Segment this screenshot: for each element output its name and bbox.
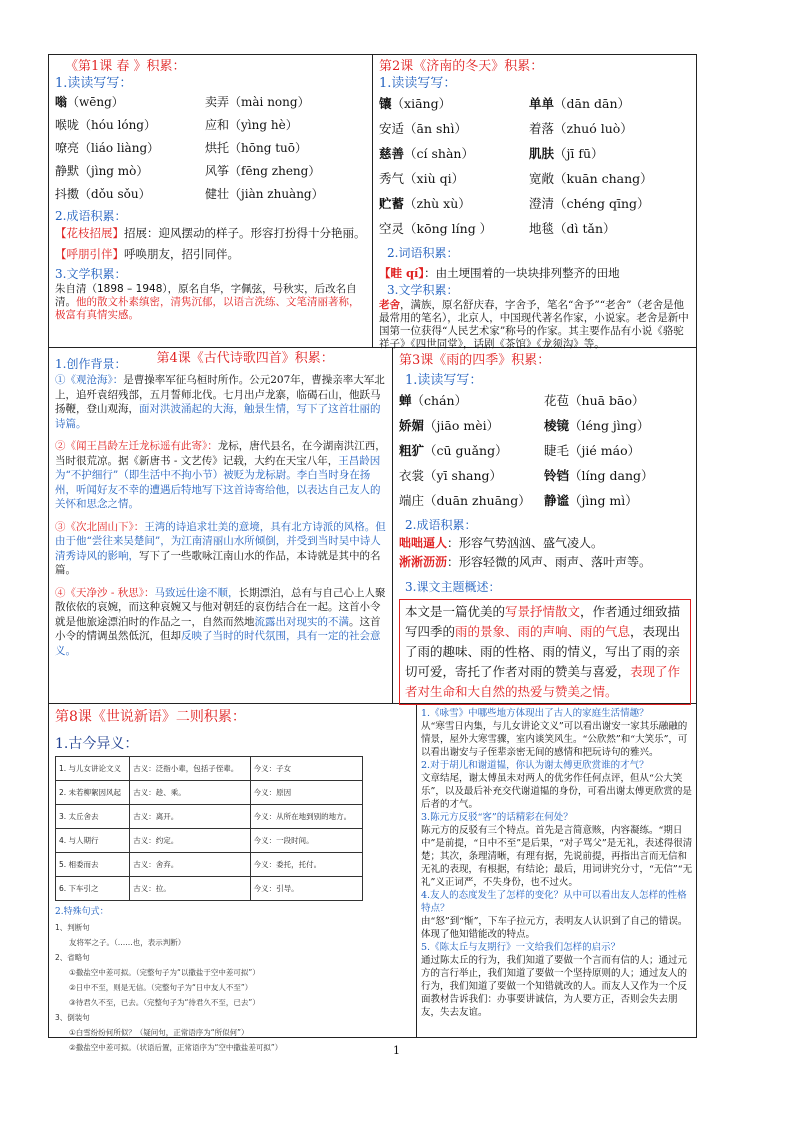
lesson1-idiom-2: 【呼朋引伴】呼唤朋友，招引同伴。 bbox=[55, 247, 239, 261]
lesson1-title: 《第1课 春 》积累： bbox=[65, 59, 186, 74]
list-item: ③待君久不至，已去。（完整句子为“待君久不至，已去”） bbox=[69, 998, 260, 1007]
answer-2: 文章结尾，谢太傅虽未对两人的优劣作任何点评，但从“公大笑乐”，以及最后补充交代谢道韫的身份，可看出谢太傅更欣赏的是后者的才气。 bbox=[421, 773, 692, 810]
table-row: 6. 下车引之 古义：拉。 今义：引导。 bbox=[56, 877, 363, 901]
lesson2-vocab-item: 【畦 qí】：由土埂围着的一块块排列整齐的田地 bbox=[379, 266, 620, 280]
word-item: 粗犷（cū guǎng） bbox=[399, 443, 508, 458]
lesson8-cell bbox=[55, 707, 413, 1052]
answer-1: 从“寒雪日内集，与儿女讲论文义”可以看出谢安一家其乐融融的情景，屋外大寒雪骤，室内谈笑风生。“公欣然”和“大笑乐”，可以看出谢安与子侄辈亲密无间的感情和把玩诗句的雅兴。 bbox=[421, 721, 688, 758]
word-item: 肌肤（jī fū） bbox=[529, 146, 604, 161]
lesson3-idiom-heading: 2.成语积累： bbox=[405, 518, 477, 532]
lesson4-poem-2: ②《闻王昌龄左迁龙标遥有此寄》：龙标，唐代县名，在今湖南洪江西，当时很荒凉。据《新唐书 - 文艺传》记载，大约在天宝八年，王昌龄因为“不护细行”（即生活中不拘小节）被贬为龙标尉。李白当时身在扬州，听闻好友不幸的遭遇后特地写下这首诗寄给他，以表达自己友人的关怀和思念之情。 bbox=[55, 440, 386, 510]
lesson2-vocab-heading: 2.词语积累： bbox=[387, 246, 459, 260]
qa-list bbox=[421, 707, 693, 1019]
lesson8-ancient-modern-table bbox=[55, 756, 363, 901]
word-item: 烘托（hōng tuō） bbox=[205, 141, 307, 155]
word-item: 秀气（xiù qi） bbox=[379, 171, 465, 186]
word-item: 健壮（jiàn zhuàng） bbox=[205, 187, 324, 201]
word-item: 娇媚（jiāo mèi） bbox=[399, 418, 500, 433]
lesson1-idiom-heading: 2.成语积累： bbox=[55, 209, 127, 223]
answer-5: 通过陈太丘的行为，我们知道了要做一个言而有信的人；通过元方的言行举止，我们知道了要做一个坚持原则的人；通过友人的行为，我们知道了要做一个知错就改的人。而友人又作为一个反面教材告诉我们：办事要讲诚信，为人要方正，否则会失去朋友，失去友谊。 bbox=[421, 955, 688, 1018]
lesson4-poem-1: ①《观沧海》：是曹操率军征乌桓时所作。公元207年，曹操亲率大军北上，追歼袁绍残部，五月誓师北伐。七月出卢龙寨，临碣石山，他跃马扬鞭，登山观海，面对洪波涌起的大海，触景生情，写下了这首壮丽的诗篇。 bbox=[55, 374, 385, 430]
word-item: 端庄（duān zhuāng） bbox=[399, 493, 531, 508]
word-item: 地毯（dì tǎn） bbox=[529, 221, 616, 236]
question-4: 4.友人的态度发生了怎样的变化？从中可以看出友人怎样的性格特点？ bbox=[421, 890, 687, 914]
lesson2-read-write-heading: 1.读读写写： bbox=[379, 76, 457, 91]
lesson8-title: 第8课《世说新语》二则积累： bbox=[55, 709, 246, 725]
word-item: 空灵（kōng líng ） bbox=[379, 221, 493, 236]
list-item: ①撒盐空中差可拟。（完整句子为“以撒盐于空中差可拟”） bbox=[69, 968, 260, 977]
word-item: 嗡（wēng） bbox=[55, 95, 124, 109]
lesson2-title: 第2课《济南的冬天》积累： bbox=[379, 59, 544, 74]
lesson3-title: 第3课《雨的四季》积累： bbox=[399, 353, 551, 368]
word-item: 蝉（chán） bbox=[399, 393, 468, 408]
page-number: 1 bbox=[393, 1044, 400, 1057]
lesson2-cell bbox=[379, 59, 693, 350]
word-item: 铃铛（líng dang） bbox=[544, 468, 654, 483]
list-item: 3、倒装句 bbox=[55, 1013, 90, 1022]
lesson1-word-list bbox=[55, 92, 369, 205]
lesson4-title: 第4课《古代诗歌四首》积累： bbox=[156, 351, 334, 366]
question-2: 2.对于胡儿和谢道韫，你认为谢太傅更欣赏谁的才气？ bbox=[421, 760, 649, 771]
table-row: 5. 相委而去 古义：舍弃。 今义：委托，托付。 bbox=[56, 853, 363, 877]
table-row: 1. 与儿女讲论文义 古义：泛指小辈，包括子侄辈。 今义：子女 bbox=[56, 757, 363, 781]
word-item: 风筝（fēng zheng） bbox=[205, 164, 321, 178]
word-item: 静默（jìng mò） bbox=[55, 164, 149, 178]
lesson2-word-list bbox=[379, 92, 693, 240]
lesson1-literature-text: 朱自清（1898 – 1948），原名自华，字佩弦，号秋实，后改名自清。他的散文朴素缜密，清隽沉郁，以语言洗练、文笔清丽著称，极富有真情实感。 bbox=[55, 283, 360, 321]
lesson3-idiom-1: 咄咄逼人：形容气势汹汹、盛气凌人。 bbox=[399, 536, 604, 550]
lesson1-idiom-1: 【花枝招展】招展：迎风摆动的样子。形容打扮得十分艳丽。 bbox=[55, 226, 366, 240]
lesson2-literature-text: 老舍，满族，原名舒庆春，字舍予，笔名“舍予”“老舍”（老舍是他最常用的笔名），北京人，中国现代著名作家，小说家。老舍是新中国第一位获得“人民艺术家”称号的作家。其主要作品有小说《骆驼祥子》《四世同堂》，话剧《茶馆》《龙须沟》等。 bbox=[379, 299, 689, 350]
word-item: 棱镜（léng jìng） bbox=[544, 418, 650, 433]
worksheet-page bbox=[48, 54, 697, 1052]
qa-cell bbox=[421, 707, 693, 1035]
question-5: 5.《陈太丘与友期行》一文给我们怎样的启示？ bbox=[421, 942, 621, 953]
word-item: 慈善（cí shàn） bbox=[379, 146, 474, 161]
lesson3-theme-heading: 3.课文主题概述： bbox=[405, 580, 501, 594]
word-item: 睫毛（jié máo） bbox=[544, 443, 641, 458]
list-item: 1、判断句 bbox=[55, 923, 90, 932]
lesson3-idiom-2: 淅淅沥沥：形容轻微的风声、雨声、落叶声等。 bbox=[399, 555, 652, 569]
word-item: 花苞（huā bāo） bbox=[544, 393, 645, 408]
table-row: 3. 太丘舍去 古义：离开。 今义：从所在地到别的地方。 bbox=[56, 805, 363, 829]
lesson8-special-sentence-heading: 2.特殊句式： bbox=[55, 907, 109, 917]
word-item: 贮蓄（zhù xù） bbox=[379, 196, 471, 211]
word-item: 安适（ān shì） bbox=[379, 121, 467, 136]
answer-4: 由“怒”到“惭”，下车子拉元方，表明友人认识到了自己的错误。体现了他知错能改的特点。 bbox=[421, 916, 688, 940]
lesson4-poem-4: ④《天净沙 - 秋思》：马致远仕途不顺，长期漂泊，总有与自己心上人聚散依依的哀婉，而这种哀婉又与他对朝廷的哀伤结合在一起。这首小令就是他旅途漂泊时的作品之一，自然而然地流露出对现实的不满。这首小令的情调虽然低沉，但却反映了当时的时代氛围，具有一定的社会意义。 bbox=[55, 586, 386, 657]
lesson1-read-write-heading: 1.读读写写： bbox=[55, 76, 133, 91]
word-item: 宽敞（kuān chang） bbox=[529, 171, 653, 186]
list-item: ②日中不至，则是无信。（完整句子为“日中友人不至”） bbox=[69, 983, 253, 992]
list-item: ①白雪纷纷何所似？（疑问句，正常语序为“所似何”） bbox=[69, 1028, 249, 1037]
lesson3-cell bbox=[399, 353, 691, 701]
lesson3-read-write-heading: 1.读读写写： bbox=[405, 373, 483, 388]
word-item: 衣裳（yī shang） bbox=[399, 468, 503, 483]
table-row: 2. 未若柳絮因风起 古义：趁、乘。 今义：原因 bbox=[56, 781, 363, 805]
word-item: 澄清（chéng qīng） bbox=[529, 196, 650, 211]
list-item: 2、省略句 bbox=[55, 953, 90, 962]
list-item: ②撒盐空中差可拟。（状语后置，正常语序为“空中撒盐差可拟”） bbox=[69, 1043, 283, 1052]
lesson4-poem-3: ③《次北固山下》：王湾的诗追求壮美的意境，具有北方诗派的风格。但由于他“尝往来吴楚间”，为江南清丽山水所倾倒，并受到当时吴中诗人清秀诗风的影响，写下了一些歌咏江南山水的作品，本诗就是其中的名篇。 bbox=[55, 520, 386, 576]
word-item: 镶（xiāng） bbox=[379, 96, 452, 111]
lesson1-cell bbox=[55, 59, 369, 345]
table-row: 4. 与人期行 古义：约定。 今义：一段时间。 bbox=[56, 829, 363, 853]
answer-3: 陈元方的反驳有三个特点。首先是言简意赅，内容凝练。“期日中”是前提，“日中不至”是后果，“对子骂父”是无礼，表述得很清楚；其次，条理清晰，有理有据，先说前提，再指出言而无信和无礼的表现，有根据，有结论；最后，用词讲究分寸，“无信”“无礼”义正词严，不失身份，也不过火。 bbox=[421, 825, 693, 888]
word-item: 着落（zhuó luò） bbox=[529, 121, 633, 136]
word-item: 喉咙（hóu lóng） bbox=[55, 118, 156, 132]
list-item: 友将军之子。（……也，表示判断） bbox=[69, 938, 186, 947]
lesson3-theme-box: 本文是一篇优美的写景抒情散文，作者通过细致描写四季的雨的景象、雨的声响、雨的气息，表现出了雨的趣味、雨的性格、雨的情义，写出了雨的亲切可爱，寄托了作者对雨的赞美与喜爱，表现了作者对生命和大自然的热爱与赞美之情。 bbox=[399, 599, 691, 705]
lesson4-cell bbox=[55, 351, 389, 701]
word-item: 嘹亮（liáo liàng） bbox=[55, 141, 160, 155]
lesson2-literature-heading: 3.文学积累： bbox=[387, 283, 459, 297]
lesson4-background-heading: 1.创作背景： bbox=[55, 357, 127, 371]
word-item: 单单（dān dān） bbox=[529, 96, 630, 111]
word-item: 静谧（jìng mì） bbox=[544, 493, 638, 508]
lesson8-grammar-list bbox=[55, 920, 413, 1055]
question-3: 3.陈元方反驳“客”的话精彩在何处？ bbox=[421, 812, 573, 823]
lesson3-word-list bbox=[399, 389, 691, 512]
word-item: 应和（yìng hè） bbox=[205, 118, 298, 132]
question-1: 1.《咏雪》中哪些地方体现出了古人的家庭生活情趣？ bbox=[421, 708, 649, 719]
lesson1-literature-heading: 3.文学积累： bbox=[55, 267, 127, 281]
lesson8-ancient-modern-heading: 1.古今异义： bbox=[55, 736, 139, 752]
word-item: 抖擞（dǒu sǒu） bbox=[55, 187, 151, 201]
word-item: 卖弄（mài nong） bbox=[205, 95, 310, 109]
